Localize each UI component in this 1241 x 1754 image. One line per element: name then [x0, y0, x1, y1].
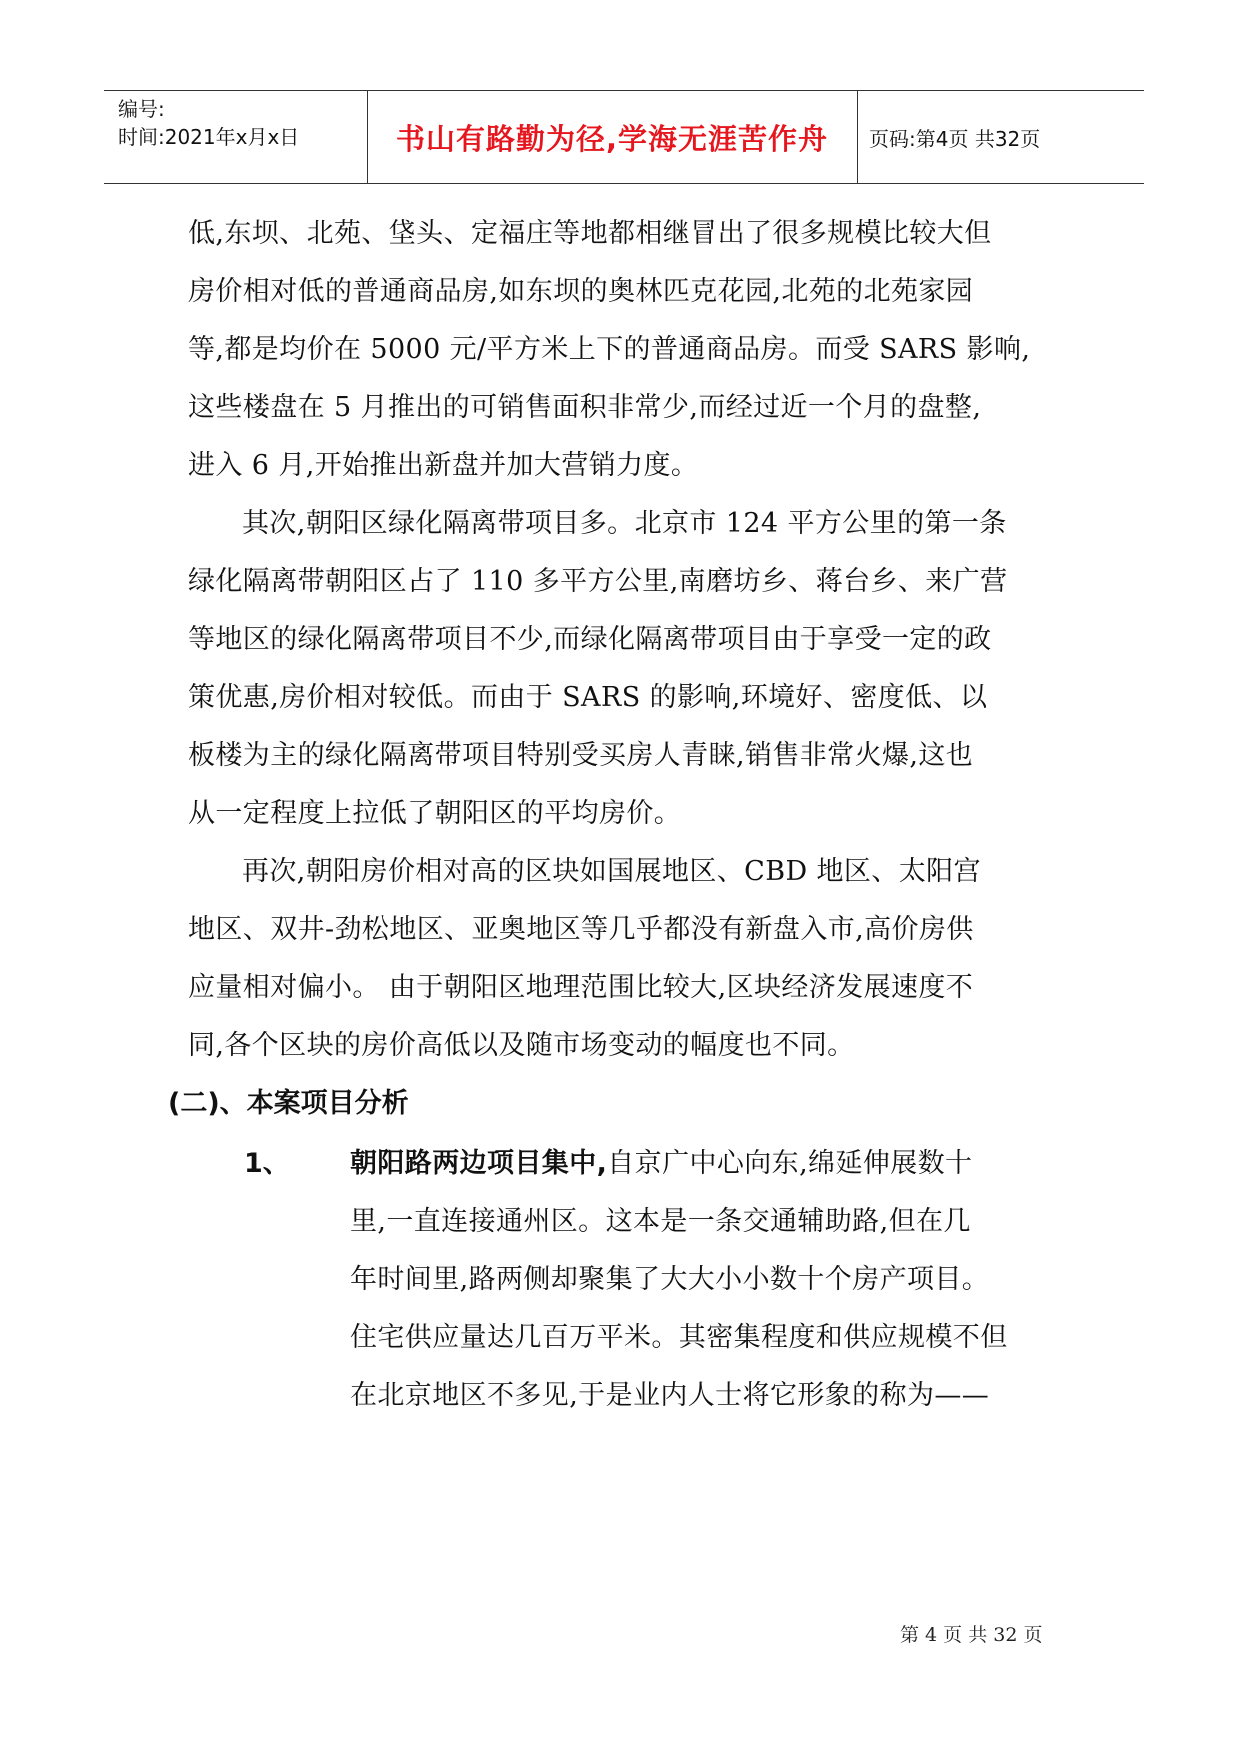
paragraph-line: 等,都是均价在 5000 元/平方米上下的普通商品房。而受 SARS 影响,	[188, 334, 1031, 365]
header-page-info: 页码:第4页 共32页	[869, 126, 1041, 151]
paragraph-line: 策优惠,房价相对较低。而由于 SARS 的影响,环境好、密度低、以	[188, 682, 988, 713]
paragraph-line: 等地区的绿化隔离带项目不少,而绿化隔离带项目由于享受一定的政	[188, 624, 992, 655]
item-line: 年时间里,路两侧却聚集了大大小小数十个房产项目。	[350, 1264, 990, 1295]
item-first-line	[350, 1144, 972, 1184]
paragraph-line: 应量相对偏小。 由于朝阳区地理范围比较大,区块经济发展速度不	[188, 972, 974, 1003]
paragraph-line: 板楼为主的绿化隔离带项目特别受买房人青睐,销售非常火爆,这也	[188, 740, 974, 771]
header-meta	[118, 95, 363, 151]
paragraph-line: 低,东坝、北苑、垡头、定福庄等地都相继冒出了很多规模比较大但	[188, 218, 992, 249]
header-motto: 书山有路勤为径,学海无涯苦作舟	[395, 121, 829, 156]
paragraph-line: 同,各个区块的房价高低以及随市场变动的幅度也不同。	[188, 1030, 855, 1061]
paragraph-line: 再次,朝阳房价相对高的区块如国展地区、CBD 地区、太阳宫	[242, 856, 981, 887]
item-line: 住宅供应量达几百万平米。其密集程度和供应规模不但	[350, 1322, 1008, 1353]
item-first-line-text: 自京广中心向东,绵延伸展数十	[607, 1148, 973, 1179]
item-number: 1、	[244, 1148, 290, 1179]
paragraph-line: 从一定程度上拉低了朝阳区的平均房价。	[188, 798, 682, 829]
paragraph-line: 其次,朝阳区绿化隔离带项目多。北京市 124 平方公里的第一条	[242, 508, 1007, 539]
page-footer: 第 4 页 共 32 页	[900, 1624, 1043, 1646]
doc-number-label: 编号:	[118, 97, 165, 121]
item-line: 里,一直连接通州区。这本是一条交通辅助路,但在几	[350, 1206, 971, 1237]
item-line: 在北京地区不多见,于是业内人士将它形象的称为——	[350, 1380, 990, 1411]
section-heading: (二)、本案项目分析	[168, 1088, 409, 1119]
paragraph-line: 房价相对低的普通商品房,如东坝的奥林匹克花园,北苑的北苑家园	[188, 276, 974, 307]
paragraph-line: 绿化隔离带朝阳区占了 110 多平方公里,南磨坊乡、蒋台乡、来广营	[188, 566, 1008, 597]
doc-time-label: 时间:2021年x月x日	[118, 125, 300, 149]
header-divider	[857, 91, 858, 183]
page-header	[104, 90, 1144, 184]
paragraph-line: 进入 6 月,开始推出新盘并加大营销力度。	[188, 450, 699, 481]
paragraph-line: 这些楼盘在 5 月推出的可销售面积非常少,而经过近一个月的盘整,	[188, 392, 982, 423]
item-lead: 朝阳路两边项目集中,	[350, 1148, 608, 1179]
paragraph-line: 地区、双井-劲松地区、亚奥地区等几乎都没有新盘入市,高价房供	[188, 914, 974, 945]
